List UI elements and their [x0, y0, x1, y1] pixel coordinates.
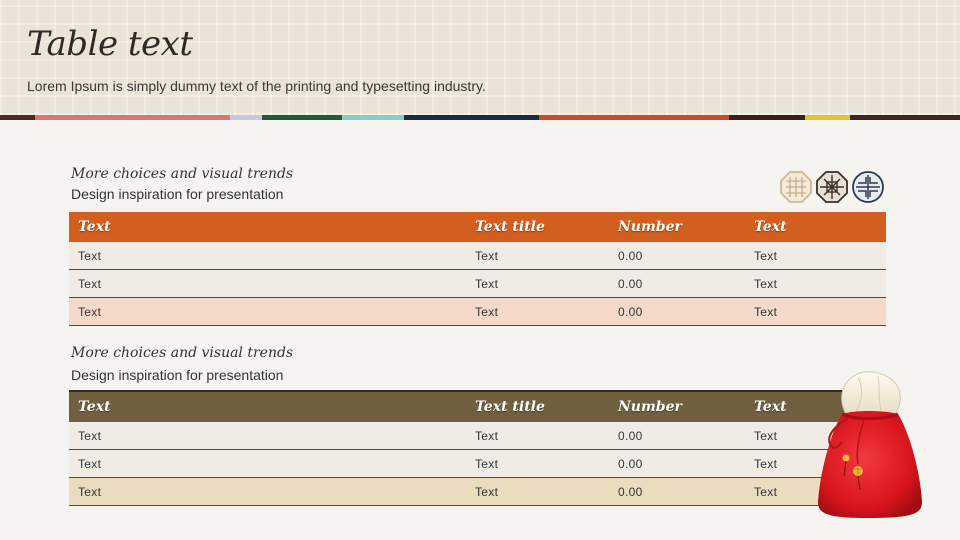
color-segment: [404, 115, 539, 120]
table-cell: Text: [69, 422, 466, 450]
lucky-pouch-icon: [808, 368, 928, 520]
table-row: [69, 422, 886, 450]
color-segment: [0, 115, 35, 120]
table-cell: Text: [745, 450, 886, 478]
color-segment: [230, 115, 262, 120]
table-row: [69, 450, 886, 478]
table-cell: 0.00: [609, 450, 745, 478]
table-cell: Text: [69, 242, 466, 270]
table-cell: 0.00: [609, 242, 745, 270]
section2-subtitle: Design inspiration for presentation: [71, 367, 284, 383]
column-header: Text: [69, 391, 466, 422]
column-header: Number: [609, 212, 745, 242]
table-cell: 0.00: [609, 422, 745, 450]
table-cell: Text: [466, 478, 609, 506]
header-banner: [0, 0, 960, 115]
color-segment: [805, 115, 850, 120]
table-cell: Text: [69, 478, 466, 506]
color-segment: [35, 115, 230, 120]
table-cell: Text: [69, 450, 466, 478]
section2-title: More choices and visual trends: [71, 345, 294, 361]
table-cell: Text: [69, 298, 466, 326]
table-cell: Text: [466, 242, 609, 270]
data-table-2: [69, 390, 886, 506]
color-stripe: [0, 115, 960, 120]
page-title: Table text: [27, 24, 193, 64]
pattern-icons: [780, 171, 884, 203]
column-header: Text: [69, 212, 466, 242]
lattice-pattern-navy-icon: [852, 171, 884, 203]
table-row: [69, 298, 886, 326]
section1-title: More choices and visual trends: [71, 166, 294, 182]
lattice-pattern-beige-icon: [780, 171, 812, 203]
table-cell: Text: [466, 422, 609, 450]
data-table-1: [69, 212, 886, 326]
table-row: [69, 242, 886, 270]
table-cell: Text: [745, 298, 886, 326]
table-cell: Text: [69, 270, 466, 298]
table-cell: Text: [745, 242, 886, 270]
color-segment: [729, 115, 805, 120]
color-segment: [850, 115, 960, 120]
color-segment: [539, 115, 729, 120]
table-header-row: [69, 212, 886, 242]
table-cell: Text: [466, 270, 609, 298]
column-header: Number: [609, 391, 745, 422]
lattice-pattern-dark-icon: [816, 171, 848, 203]
table-cell: Text: [745, 422, 886, 450]
table-cell: 0.00: [609, 270, 745, 298]
color-segment: [342, 115, 404, 120]
table-row: [69, 270, 886, 298]
table-cell: Text: [745, 478, 886, 506]
color-segment: [262, 115, 342, 120]
table-row: [69, 478, 886, 506]
column-header: Text title: [466, 391, 609, 422]
table-cell: Text: [466, 298, 609, 326]
page-subtitle: Lorem Ipsum is simply dummy text of the printing and typesetting industry.: [27, 78, 486, 94]
table-cell: Text: [745, 270, 886, 298]
table-cell: 0.00: [609, 298, 745, 326]
column-header: Text: [745, 391, 886, 422]
table-header-row: [69, 391, 886, 422]
table-cell: Text: [466, 450, 609, 478]
column-header: Text: [745, 212, 886, 242]
table-cell: 0.00: [609, 478, 745, 506]
section1-subtitle: Design inspiration for presentation: [71, 186, 284, 202]
column-header: Text title: [466, 212, 609, 242]
